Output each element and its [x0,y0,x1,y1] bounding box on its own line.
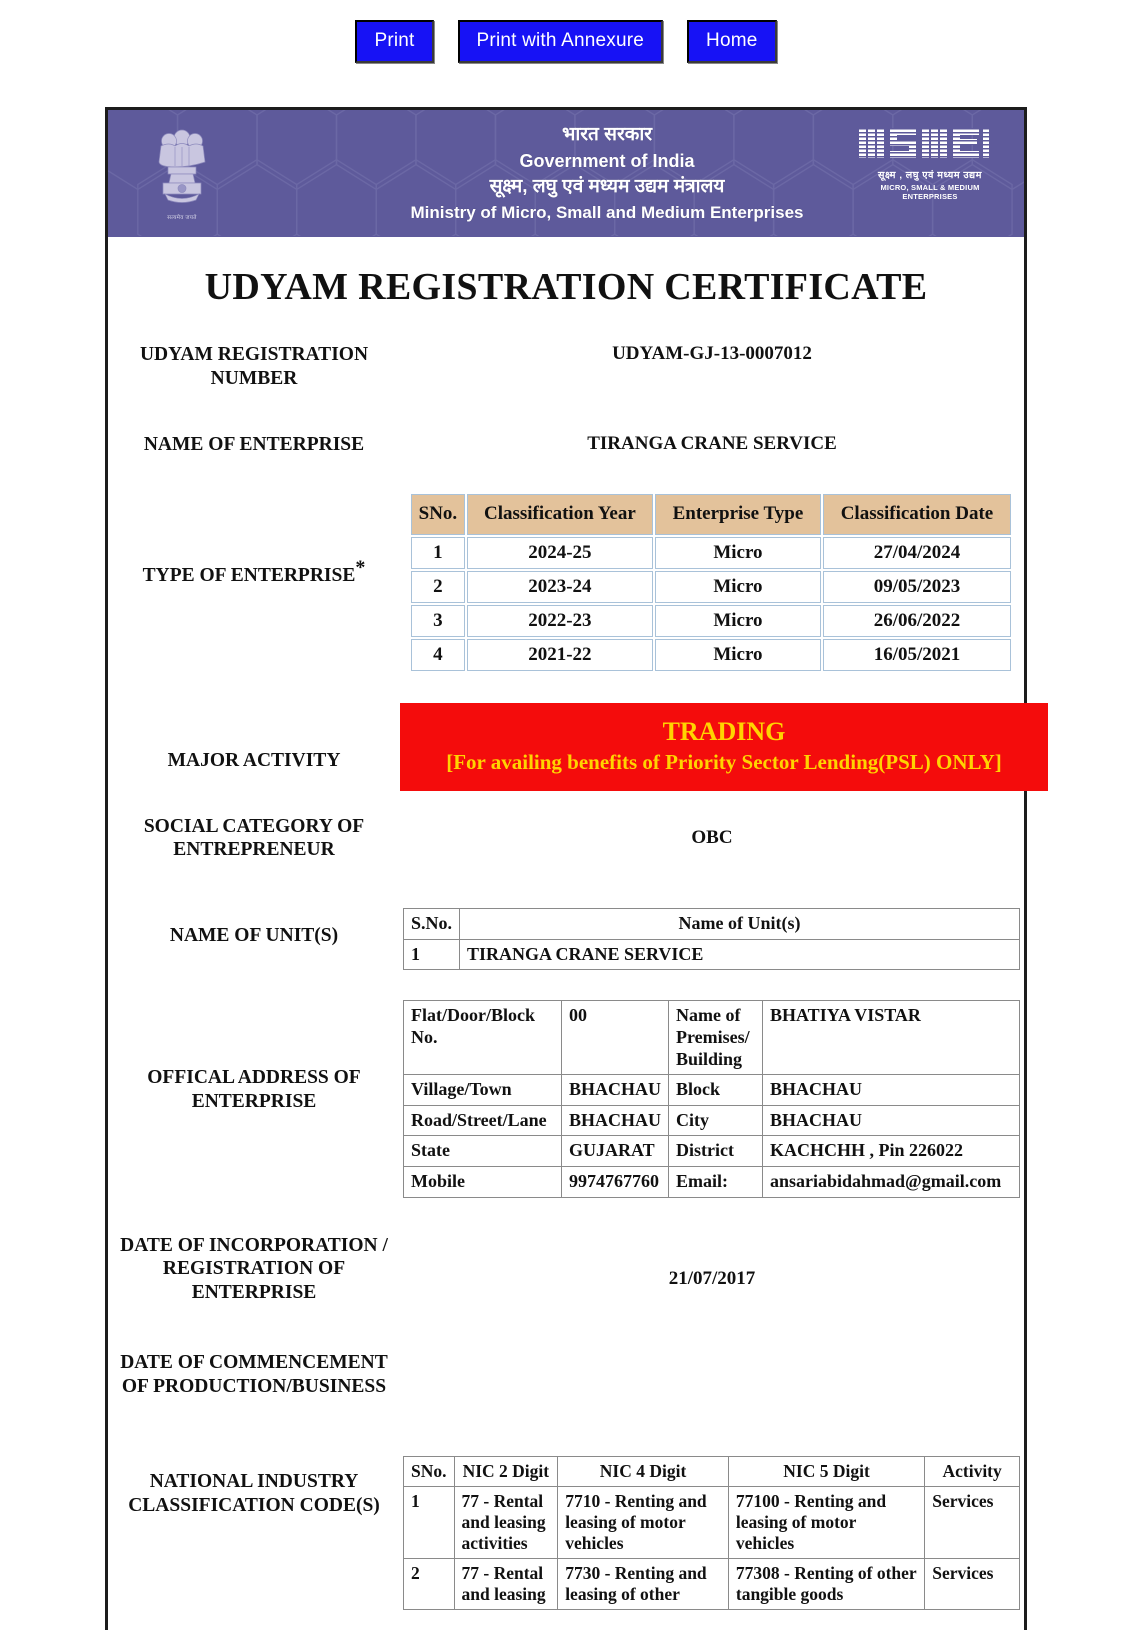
field-row-official-address [108,1000,1024,1197]
col-header-classification-date: Classification Date [823,494,1011,535]
col-header-activity: Activity [925,1457,1020,1487]
cell-type: Micro [655,605,821,637]
cell-nic-2-digit: 77 - Rental and leasing activities [454,1487,558,1559]
cell-address-value: BHACHAU [763,1075,1020,1106]
cell-address-value: BHACHAU [562,1105,669,1136]
field-row-name-of-units [108,908,1024,970]
col-header-enterprise-type: Enterprise Type [655,494,821,535]
hindi-ministry-line: सूक्ष्म, लघु एवं मध्यम उद्यम मंत्रालय [489,176,725,198]
home-button[interactable]: Home [687,20,776,63]
table-row [411,639,1011,671]
col-header-nic-5-digit: NIC 5 Digit [728,1457,924,1487]
table-header-row [411,494,1011,535]
cell-address-value: BHACHAU [562,1075,669,1106]
cell-nic-2-digit: 77 - Rental and leasing [454,1559,558,1610]
cell-year: 2021-22 [467,639,653,671]
cell-year: 2022-23 [467,605,653,637]
label-nic-codes: NATIONAL INDUSTRY CLASSIFICATION CODE(S) [128,1471,380,1517]
field-row-nic-codes [108,1456,1024,1610]
label-type-of-enterprise-asterisk: * [355,556,366,579]
top-toolbar [0,0,1132,107]
cell-address-value: BHACHAU [763,1105,1020,1136]
english-government-line: Government of India [519,150,695,171]
cell-address-key: Road/Street/Lane [404,1105,562,1136]
cell-type: Micro [655,537,821,569]
table-row [404,1166,1020,1197]
label-name-of-units: NAME OF UNIT(S) [169,925,339,947]
cell-address-key: City [669,1105,763,1136]
value-date-of-commencement [400,1351,1024,1375]
cell-address-value: ansariabidahmad@gmail.com [763,1166,1020,1197]
cell-date: 27/04/2024 [823,537,1011,569]
cell-nic-5-digit: 77100 - Renting and leasing of motor vehicles [728,1487,924,1559]
cell-date: 16/05/2021 [823,639,1011,671]
address-table [403,1000,1020,1197]
col-header-unit-name: Name of Unit(s) [460,909,1020,940]
field-row-social-category [108,815,1024,863]
cell-nic-4-digit: 7730 - Renting and leasing of other [558,1559,729,1610]
ashoka-emblem [134,126,230,221]
table-row [404,1075,1020,1106]
cell-address-value: GUJARAT [562,1136,669,1167]
col-header-unit-sno: S.No. [404,909,460,940]
classification-table-wrap [400,492,1024,673]
table-row [411,605,1011,637]
msme-hindi-subtitle: सूक्ष्म , लघु एवं मध्यम उद्यम [877,170,983,181]
col-header-nic-2-digit: NIC 2 Digit [454,1457,558,1487]
cell-address-key: District [669,1136,763,1167]
print-button[interactable]: Print [355,20,433,63]
cell-year: 2023-24 [467,571,653,603]
certificate-body [105,107,1027,1630]
table-row [411,571,1011,603]
cell-nic-activity: Services [925,1487,1020,1559]
hindi-government-line: भारत सरकार [561,123,653,145]
value-date-of-incorporation: 21/07/2017 [668,1267,756,1289]
cell-unit-sno: 1 [404,939,460,970]
table-row [404,1487,1020,1559]
table-row [404,939,1020,970]
value-name-of-enterprise: TIRANGA CRANE SERVICE [587,432,837,454]
ministry-banner [108,110,1024,237]
cell-sno: 1 [411,537,465,569]
cell-address-key: State [404,1136,562,1167]
field-row-type-of-enterprise [108,492,1024,673]
english-ministry-line: Ministry of Micro, Small and Medium Enterprises [410,203,804,223]
label-official-address: OFFICAL ADDRESS OF ENTERPRISE [147,1067,361,1113]
cell-unit-name: TIRANGA CRANE SERVICE [460,939,1020,970]
cell-nic-sno: 1 [404,1487,455,1559]
value-udyam-registration-number: UDYAM-GJ-13-0007012 [612,343,812,364]
nic-codes-table [403,1456,1020,1610]
label-type-of-enterprise-text: TYPE OF ENTERPRISE [142,565,356,587]
label-date-of-commencement: DATE OF COMMENCEMENT OF PRODUCTION/BUSINESS [120,1351,388,1397]
table-row [404,1001,1020,1075]
col-header-classification-year: Classification Year [467,494,653,535]
table-header-row [404,909,1020,940]
page-title: UDYAM REGISTRATION CERTIFICATE [204,266,928,308]
cell-address-value: 00 [562,1001,669,1075]
major-activity-banner [400,703,1048,791]
cell-address-value: BHATIYA VISTAR [763,1001,1020,1075]
field-row-date-of-commencement [108,1351,1024,1399]
label-social-category: SOCIAL CATEGORY OF ENTREPRENEUR [143,815,365,861]
table-row [404,1136,1020,1167]
msme-logo [854,124,1006,201]
msme-wordmark-icon [857,124,1003,160]
cell-address-key: Village/Town [404,1075,562,1106]
print-with-annexure-button[interactable]: Print with Annexure [458,20,664,63]
major-activity-note: [For availing benefits of Priority Sector Lending(PSL) ONLY] [446,749,1002,774]
cell-nic-sno: 2 [404,1559,455,1610]
lion-capital-icon [151,126,213,212]
table-row [404,1105,1020,1136]
col-header-nic-4-digit: NIC 4 Digit [558,1457,729,1487]
cell-date: 26/06/2022 [823,605,1011,637]
cell-address-value: 9974767760 [562,1166,669,1197]
label-major-activity: MAJOR ACTIVITY [167,750,341,772]
units-table [403,908,1020,970]
field-row-date-of-incorporation [108,1234,1024,1305]
label-name-of-enterprise: NAME OF ENTERPRISE [143,433,365,455]
table-row [411,537,1011,569]
label-type-of-enterprise [108,492,400,588]
field-row-major-activity [108,703,1024,791]
emblem-motto: सत्यमेव जयते [167,215,197,221]
cell-address-key: Flat/Door/Block No. [404,1001,562,1075]
major-activity-wrap [400,703,1048,791]
table-row [404,1559,1020,1610]
cell-nic-activity: Services [925,1559,1020,1610]
col-header-nic-sno: SNo. [404,1457,455,1487]
cell-address-key: Mobile [404,1166,562,1197]
cell-type: Micro [655,639,821,671]
cell-sno: 4 [411,639,465,671]
label-udyam-registration-number: UDYAM REGISTRATION NUMBER [139,344,369,389]
major-activity-value: TRADING [662,717,786,747]
cell-address-key: Name of Premises/ Building [669,1001,763,1075]
cell-nic-4-digit: 7710 - Renting and leasing of motor vehicles [558,1487,729,1559]
classification-table [409,492,1013,673]
cell-year: 2024-25 [467,537,653,569]
label-date-of-incorporation: DATE OF INCORPORATION / REGISTRATION OF ENTERPRISE [120,1234,388,1304]
cell-address-key: Email: [669,1166,763,1197]
cell-date: 09/05/2023 [823,571,1011,603]
cell-sno: 2 [411,571,465,603]
cell-address-value: KACHCHH , Pin 226022 [763,1136,1020,1167]
certificate-fields [108,343,1024,1630]
field-row-enterprise-name [108,433,1024,457]
address-table-wrap [400,1000,1024,1197]
table-header-row [404,1457,1020,1487]
cell-address-key: Block [669,1075,763,1106]
cell-type: Micro [655,571,821,603]
msme-english-subtitle: MICRO, SMALL & MEDIUM ENTERPRISES [880,183,980,201]
value-social-category: OBC [691,826,733,848]
nic-table-wrap [400,1456,1024,1610]
field-row-udyam-number [108,343,1024,391]
cell-sno: 3 [411,605,465,637]
col-header-sno: SNo. [411,494,465,535]
units-table-wrap [400,908,1024,970]
cell-nic-5-digit: 77308 - Renting of other tangible goods [728,1559,924,1610]
